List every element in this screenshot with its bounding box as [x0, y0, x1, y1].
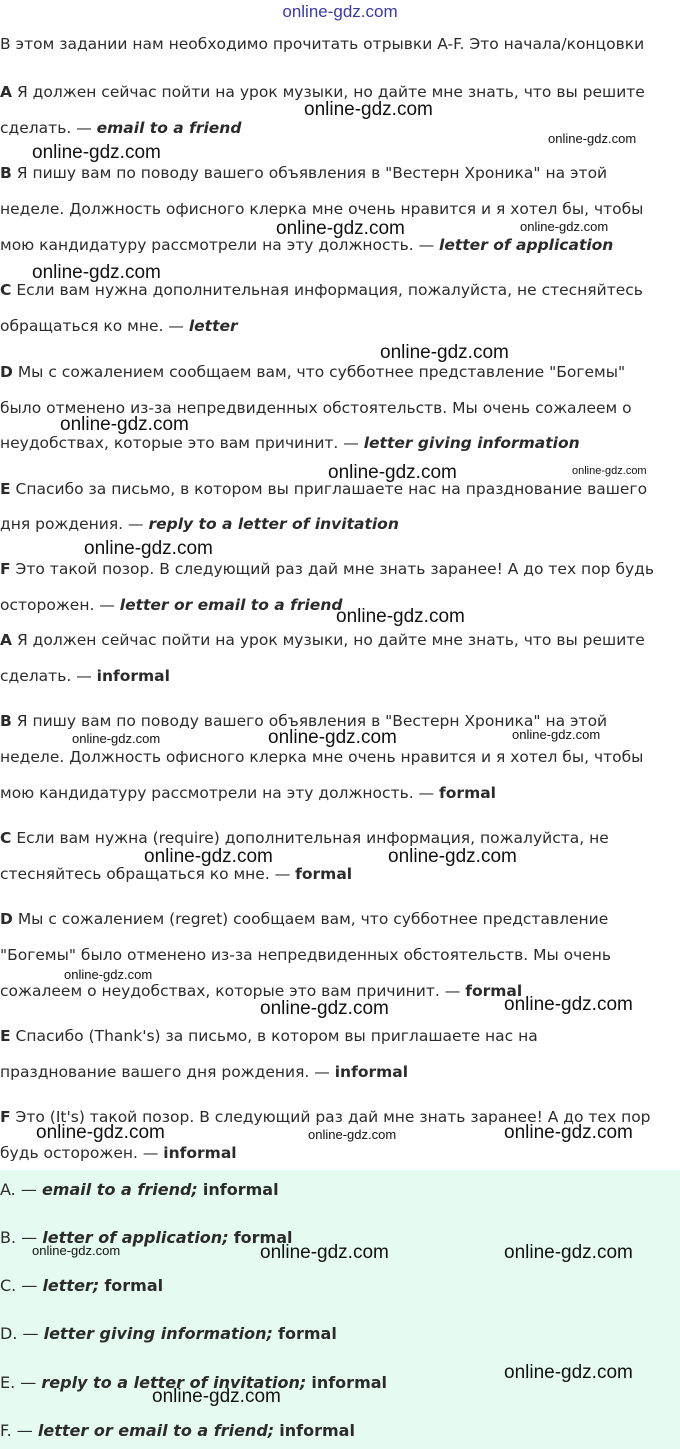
answer-c-style: formal: [104, 1276, 164, 1295]
part2-e-text2: празднование вашего дня рождения. —: [0, 1063, 330, 1081]
part2-d-letter: D: [0, 910, 13, 928]
part2-f-letter: F: [0, 1108, 11, 1126]
part1-b-type: letter of application: [439, 236, 614, 254]
part1-d-type: letter giving information: [363, 434, 580, 452]
part2-c-line1: [0, 828, 609, 848]
part2-b-line2: [0, 747, 643, 767]
watermark: online-gdz.com: [64, 967, 153, 982]
part1-b-text1: Я пишу вам по поводу вашего объявления в "Вестерн Хроника" на этой: [16, 164, 608, 182]
part1-b-text2: неделе. Должность офисного клерка мне очень нравится и я хотел бы, чтобы: [0, 200, 644, 218]
part1-f-line2: [0, 595, 342, 615]
watermark: online-gdz.com: [32, 262, 161, 283]
watermark: online-gdz.com: [512, 727, 601, 742]
part2-c-text1: Если вам нужна (require) дополнительная информация, пожалуйста, не: [16, 829, 609, 847]
watermark: online-gdz.com: [72, 731, 161, 746]
part2-c-style: formal: [295, 865, 353, 883]
answer-a: [0, 1180, 279, 1200]
part1-a-text1: Я должен сейчас пойти на урок музыки, но дайте мне знать, что вы решите: [16, 83, 645, 101]
answer-f-style: informal: [279, 1421, 355, 1440]
watermark: online-gdz.com: [520, 219, 609, 234]
answer-a-style: informal: [202, 1180, 279, 1199]
part2-a-text1: Я должен сейчас пойти на урок музыки, но дайте мне знать, что вы решите: [16, 631, 645, 649]
part1-d-line1: [0, 362, 625, 382]
part2-d-text3: сожалеем о неудобствах, которые это вам причинит. —: [0, 982, 461, 1000]
part1-e-type: reply to a letter of invitation: [148, 515, 399, 533]
intro-text: В этом задании нам необходимо прочитать отрывки A-F. Это начала/концовки: [0, 35, 645, 53]
part2-c-line2: [0, 864, 352, 884]
site-title[interactable]: online-gdz.com: [282, 2, 398, 21]
part2-b-text2: неделе. Должность офисного клерка мне очень нравится и я хотел бы, чтобы: [0, 748, 644, 766]
watermark: online-gdz.com: [328, 462, 457, 483]
watermark: online-gdz.com: [336, 606, 465, 627]
part1-a-type: email to a friend: [96, 119, 242, 137]
part2-a-letter: A: [0, 631, 12, 649]
answer-d-style: formal: [278, 1324, 337, 1343]
answer-a-prefix: A. —: [0, 1180, 37, 1199]
part2-e-line2: [0, 1062, 408, 1082]
part1-d-letter: D: [0, 363, 13, 381]
watermark: online-gdz.com: [548, 131, 637, 146]
answer-box: [0, 1170, 680, 1449]
answer-d-type: letter giving information;: [43, 1324, 273, 1343]
part2-d-line1: [0, 909, 608, 929]
answer-c: [0, 1276, 163, 1296]
part2-d-text2: "Богемы" было отменено из-за непредвиденных обстоятельств. Мы очень: [0, 946, 612, 964]
part2-d-text1: Мы с сожалением (regret) сообщаем вам, что субботнее представление: [17, 910, 609, 928]
part1-a-letter: A: [0, 83, 12, 101]
part2-a-line2: [0, 666, 170, 686]
part1-e-line2: [0, 514, 399, 534]
part1-b-line1: [0, 163, 607, 183]
part2-f-text1: Это (It's) такой позор. В следующий раз дай мне знать заранее! А до тех пор: [15, 1108, 651, 1126]
part1-b-text3: мою кандидатуру рассмотрели на эту должность. —: [0, 236, 435, 254]
part2-a-text2: сделать. —: [0, 667, 92, 685]
watermark: online-gdz.com: [260, 998, 389, 1019]
watermark: online-gdz.com: [36, 1122, 165, 1143]
watermark: online-gdz.com: [268, 727, 397, 748]
part2-e-letter: E: [0, 1027, 11, 1045]
answer-b-type: letter of application;: [42, 1228, 229, 1247]
part2-f-text2: будь осторожен. —: [0, 1144, 159, 1162]
part1-e-text2: дня рождения. —: [0, 515, 144, 533]
part1-b-line2: [0, 199, 643, 219]
answer-c-prefix: C. —: [0, 1276, 38, 1295]
answer-b-prefix: B. —: [0, 1228, 38, 1247]
part1-f-text1: Это такой позор. В следующий раз дай мне знать заранее! А до тех пор будь: [15, 560, 655, 578]
watermark: online-gdz.com: [504, 1362, 633, 1383]
answer-d: [0, 1324, 337, 1344]
part1-c-text2: обращаться ко мне. —: [0, 317, 184, 335]
watermark: online-gdz.com: [32, 1243, 121, 1258]
part2-e-line1: [0, 1026, 538, 1046]
part2-c-letter: C: [0, 829, 12, 847]
part2-f-style: informal: [163, 1144, 237, 1162]
watermark: online-gdz.com: [504, 1242, 633, 1263]
part2-e-style: informal: [334, 1063, 409, 1081]
part1-c-type: letter: [188, 317, 238, 335]
watermark: online-gdz.com: [388, 846, 517, 867]
part1-e-text1: Спасибо за письмо, в котором вы приглашаете нас на празднование вашего: [15, 480, 648, 498]
part2-f-line2: [0, 1143, 237, 1163]
part2-e-text1: Спасибо (Thank's) за письмо, в котором вы приглашаете нас на: [15, 1027, 538, 1045]
part1-f-line1: [0, 559, 654, 579]
watermark: online-gdz.com: [32, 142, 161, 163]
answer-f-prefix: F. —: [0, 1421, 33, 1440]
part2-b-letter: B: [0, 712, 12, 730]
watermark: online-gdz.com: [144, 846, 273, 867]
part1-f-text2: осторожен. —: [0, 596, 115, 614]
answer-e-prefix: E. —: [0, 1373, 37, 1392]
watermark: online-gdz.com: [276, 218, 405, 239]
part1-e-letter: E: [0, 480, 11, 498]
watermark: online-gdz.com: [84, 538, 213, 559]
watermark: online-gdz.com: [60, 414, 189, 435]
watermark: online-gdz.com: [380, 342, 509, 363]
part1-a-text2: сделать. —: [0, 119, 92, 137]
part1-d-line3: [0, 433, 580, 453]
answer-b-style: formal: [233, 1228, 293, 1247]
part2-d-line2: [0, 945, 611, 965]
watermark: online-gdz.com: [308, 1127, 397, 1142]
part2-b-line3: [0, 783, 496, 803]
answer-d-prefix: D. —: [0, 1324, 39, 1343]
part1-c-line1: [0, 280, 643, 300]
part2-c-text2: стесняйтесь обращаться ко мне. —: [0, 865, 291, 883]
answer-e-type: reply to a letter of invitation;: [41, 1373, 307, 1392]
answer-e-style: informal: [311, 1373, 388, 1392]
part1-f-letter: F: [0, 560, 11, 578]
part2-a-style: informal: [96, 667, 170, 685]
watermark: online-gdz.com: [572, 465, 647, 477]
part2-d-style: formal: [465, 982, 523, 1000]
answer-a-type: email to a friend;: [41, 1180, 198, 1199]
part2-b-text1: Я пишу вам по поводу вашего объявления в "Вестерн Хроника" на этой: [16, 712, 608, 730]
answer-f: [0, 1421, 355, 1441]
part2-a-line1: [0, 630, 645, 650]
watermark: online-gdz.com: [304, 99, 433, 120]
part1-d-text2: было отменено из-за непредвиденных обстоятельств. Мы очень сожалеем о: [0, 399, 632, 417]
part1-a-line2: [0, 118, 241, 138]
part1-b-letter: B: [0, 164, 12, 182]
answer-c-type: letter;: [42, 1276, 100, 1295]
part1-e-line1: [0, 479, 647, 499]
watermark: online-gdz.com: [504, 994, 633, 1015]
watermark: online-gdz.com: [260, 1242, 389, 1263]
part1-c-text1: Если вам нужна дополнительная информация, пожалуйста, не стесняйтесь: [16, 281, 643, 299]
watermark: online-gdz.com: [152, 1386, 281, 1407]
part1-d-text3: неудобствах, которые это вам причинит. —: [0, 434, 359, 452]
part2-b-text3: мою кандидатуру рассмотрели на эту должность. —: [0, 784, 435, 802]
answer-f-type: letter or email to a friend;: [37, 1421, 275, 1440]
part1-c-line2: [0, 316, 238, 336]
part1-f-type: letter or email to a friend: [119, 596, 343, 614]
part2-b-style: formal: [439, 784, 496, 802]
watermark: online-gdz.com: [504, 1122, 633, 1143]
part1-c-letter: C: [0, 281, 12, 299]
part1-d-text1: Мы с сожалением сообщаем вам, что субботнее представление "Богемы": [17, 363, 626, 381]
